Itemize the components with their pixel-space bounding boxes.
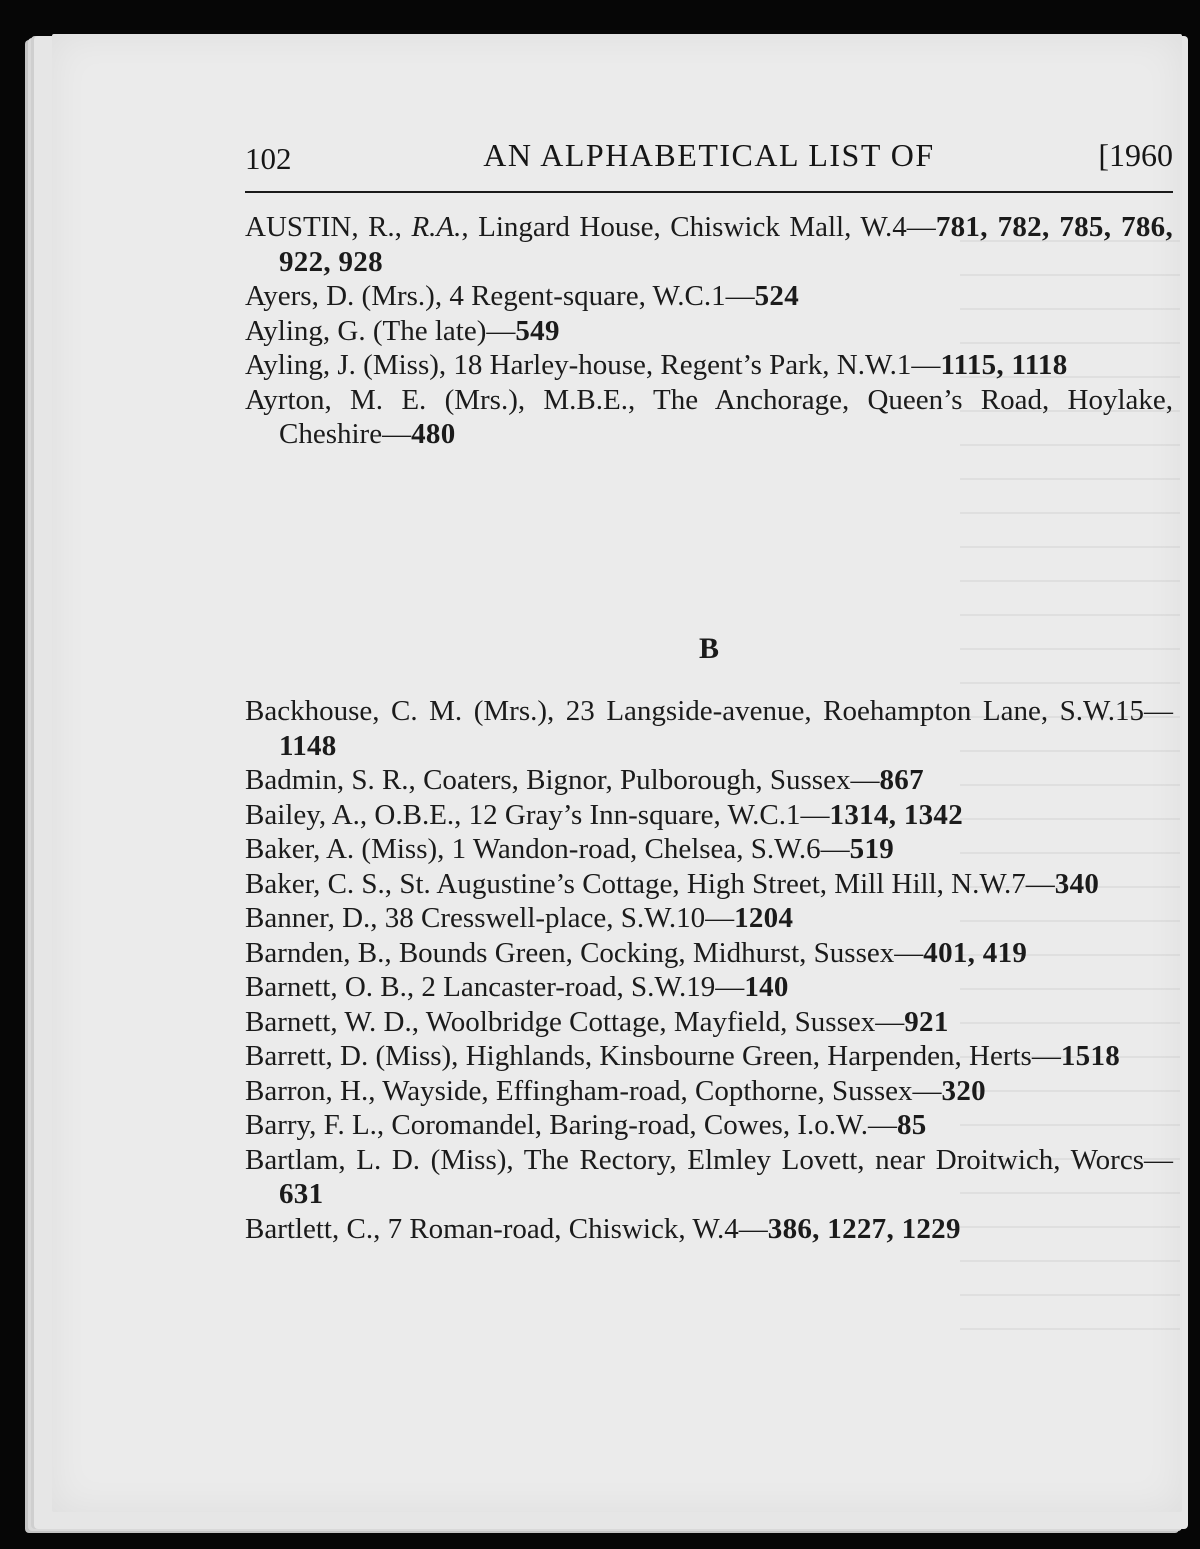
entry-details: Woolbridge Cottage, Mayfield, Sussex— bbox=[425, 1005, 905, 1038]
entry-name: Ayling, J. (Miss), bbox=[245, 349, 454, 381]
entry-details: 2 Lancaster-road, S.W.19— bbox=[421, 971, 745, 1003]
entry-name: Baker, A. (Miss), bbox=[245, 833, 452, 865]
entry-details: Coaters, Bignor, Pulborough, Sussex— bbox=[423, 764, 880, 796]
running-head bbox=[245, 133, 1173, 181]
entry-details: 7 Roman-road, Chiswick, W.4— bbox=[387, 1212, 768, 1245]
list-entry bbox=[245, 1143, 1173, 1212]
list-entry bbox=[245, 901, 1173, 936]
entry-name: Barnden, B., bbox=[245, 936, 399, 969]
entries-b-list bbox=[245, 694, 1173, 1246]
list-entry bbox=[245, 210, 1173, 279]
list-entry bbox=[245, 1005, 1173, 1040]
entry-references: 1518 bbox=[1060, 1040, 1121, 1072]
entry-references: 549 bbox=[515, 314, 560, 347]
entry-name: Bartlett, C., bbox=[245, 1212, 388, 1245]
entry-details: St. Augustine’s Cottage, High Street, Mill Hill, N.W.7— bbox=[399, 867, 1055, 900]
entry-details: The Rectory, Elmley Lovett, near Droitwich, Worcs— bbox=[523, 1143, 1173, 1176]
entry-name: Barry, F. L., bbox=[245, 1109, 392, 1141]
entry-references: 1115, 1118 bbox=[940, 349, 1068, 381]
entry-references: 921 bbox=[904, 1005, 949, 1038]
entry-references: 480 bbox=[411, 418, 456, 450]
entry-details: 23 Langside-avenue, Roehampton Lane, S.W.15— bbox=[565, 695, 1173, 727]
entry-name: Barnett, W. D., bbox=[245, 1005, 426, 1038]
page-title: AN ALPHABETICAL LIST OF bbox=[483, 137, 935, 173]
entry-name: Barnett, O. B., bbox=[245, 971, 422, 1003]
entry-name: Barrett, D. (Miss), bbox=[245, 1040, 466, 1072]
list-entry bbox=[245, 348, 1173, 383]
list-entry bbox=[245, 798, 1173, 833]
entry-references: 519 bbox=[849, 833, 895, 865]
list-entry bbox=[245, 1108, 1173, 1143]
list-entry bbox=[245, 867, 1173, 902]
list-entry bbox=[245, 314, 1173, 349]
entry-details: (The late)— bbox=[372, 314, 516, 347]
entry-references: 401, 419 bbox=[923, 936, 1028, 969]
entry-references: 140 bbox=[744, 971, 789, 1003]
list-entry bbox=[245, 763, 1173, 798]
year-heading: [1960 bbox=[1098, 137, 1173, 173]
section-letter: B bbox=[698, 632, 719, 665]
entry-references: 1148 bbox=[279, 729, 337, 762]
list-entry bbox=[245, 1212, 1173, 1247]
entry-name: Bartlam, L. D. (Miss), bbox=[245, 1143, 524, 1176]
entry-name: Backhouse, C. M. (Mrs.), bbox=[245, 695, 566, 727]
entry-references: 631 bbox=[279, 1178, 324, 1210]
entry-references: 340 bbox=[1054, 867, 1100, 900]
list-entry bbox=[245, 694, 1173, 763]
list-entry bbox=[245, 1039, 1173, 1074]
entry-references: 1314, 1342 bbox=[829, 798, 964, 831]
entry-details: Wayside, Effingham-road, Copthorne, Sussex— bbox=[382, 1074, 942, 1107]
entry-name: Baker, C. S., bbox=[245, 867, 400, 900]
entry-name: Bailey, A., O.B.E., bbox=[245, 798, 469, 831]
header-rule bbox=[245, 191, 1173, 193]
list-entry bbox=[245, 936, 1173, 971]
entry-name: Banner, D., bbox=[245, 902, 385, 934]
entry-name: Badmin, S. R., bbox=[245, 764, 424, 796]
entry-references: 1204 bbox=[734, 902, 794, 934]
entry-name: Ayling, G. bbox=[245, 314, 373, 347]
list-entry bbox=[245, 279, 1173, 314]
list-entry bbox=[245, 1074, 1173, 1109]
entry-details: 38 Cresswell-place, S.W.10— bbox=[384, 902, 735, 934]
entry-details: 4 Regent-square, W.C.1— bbox=[449, 280, 755, 312]
entry-details: 18 Harley-house, Regent’s Park, N.W.1— bbox=[453, 349, 941, 381]
list-entry bbox=[245, 383, 1173, 452]
entry-references: 867 bbox=[879, 764, 924, 796]
entry-details: 1 Wandon-road, Chelsea, S.W.6— bbox=[451, 833, 850, 865]
entry-name: Barron, H., bbox=[245, 1074, 383, 1107]
entry-details: The Anchorage, Queen’s Road, Hoylake, Cheshire— bbox=[279, 383, 1174, 450]
entry-name: AUSTIN, R., bbox=[245, 211, 412, 243]
entry-name: Ayrton, M. E. (Mrs.), M.B.E., bbox=[245, 383, 653, 416]
entry-details: 12 Gray’s Inn-square, W.C.1— bbox=[468, 798, 830, 831]
entry-details: , Lingard House, Chiswick Mall, W.4— bbox=[461, 211, 936, 243]
entry-references: 85 bbox=[896, 1109, 927, 1141]
list-entry bbox=[245, 832, 1173, 867]
list-entry bbox=[245, 970, 1173, 1005]
entry-qualifier: R.A. bbox=[411, 211, 462, 243]
entry-details: Highlands, Kinsbourne Green, Harpenden, Herts— bbox=[465, 1040, 1061, 1072]
entry-references: 781, 782, 785, 786, 922, 928 bbox=[279, 211, 1174, 278]
entry-name: Ayers, D. (Mrs.), bbox=[245, 280, 450, 312]
entry-details: Coromandel, Baring-road, Cowes, I.o.W.— bbox=[391, 1109, 897, 1141]
entry-references: 386, 1227, 1229 bbox=[767, 1212, 961, 1245]
entry-details: Bounds Green, Cocking, Midhurst, Sussex— bbox=[398, 936, 924, 969]
page-number: 102 bbox=[245, 141, 292, 176]
entry-references: 524 bbox=[754, 280, 800, 312]
entries-a-list bbox=[245, 210, 1173, 452]
entry-references: 320 bbox=[941, 1074, 986, 1107]
